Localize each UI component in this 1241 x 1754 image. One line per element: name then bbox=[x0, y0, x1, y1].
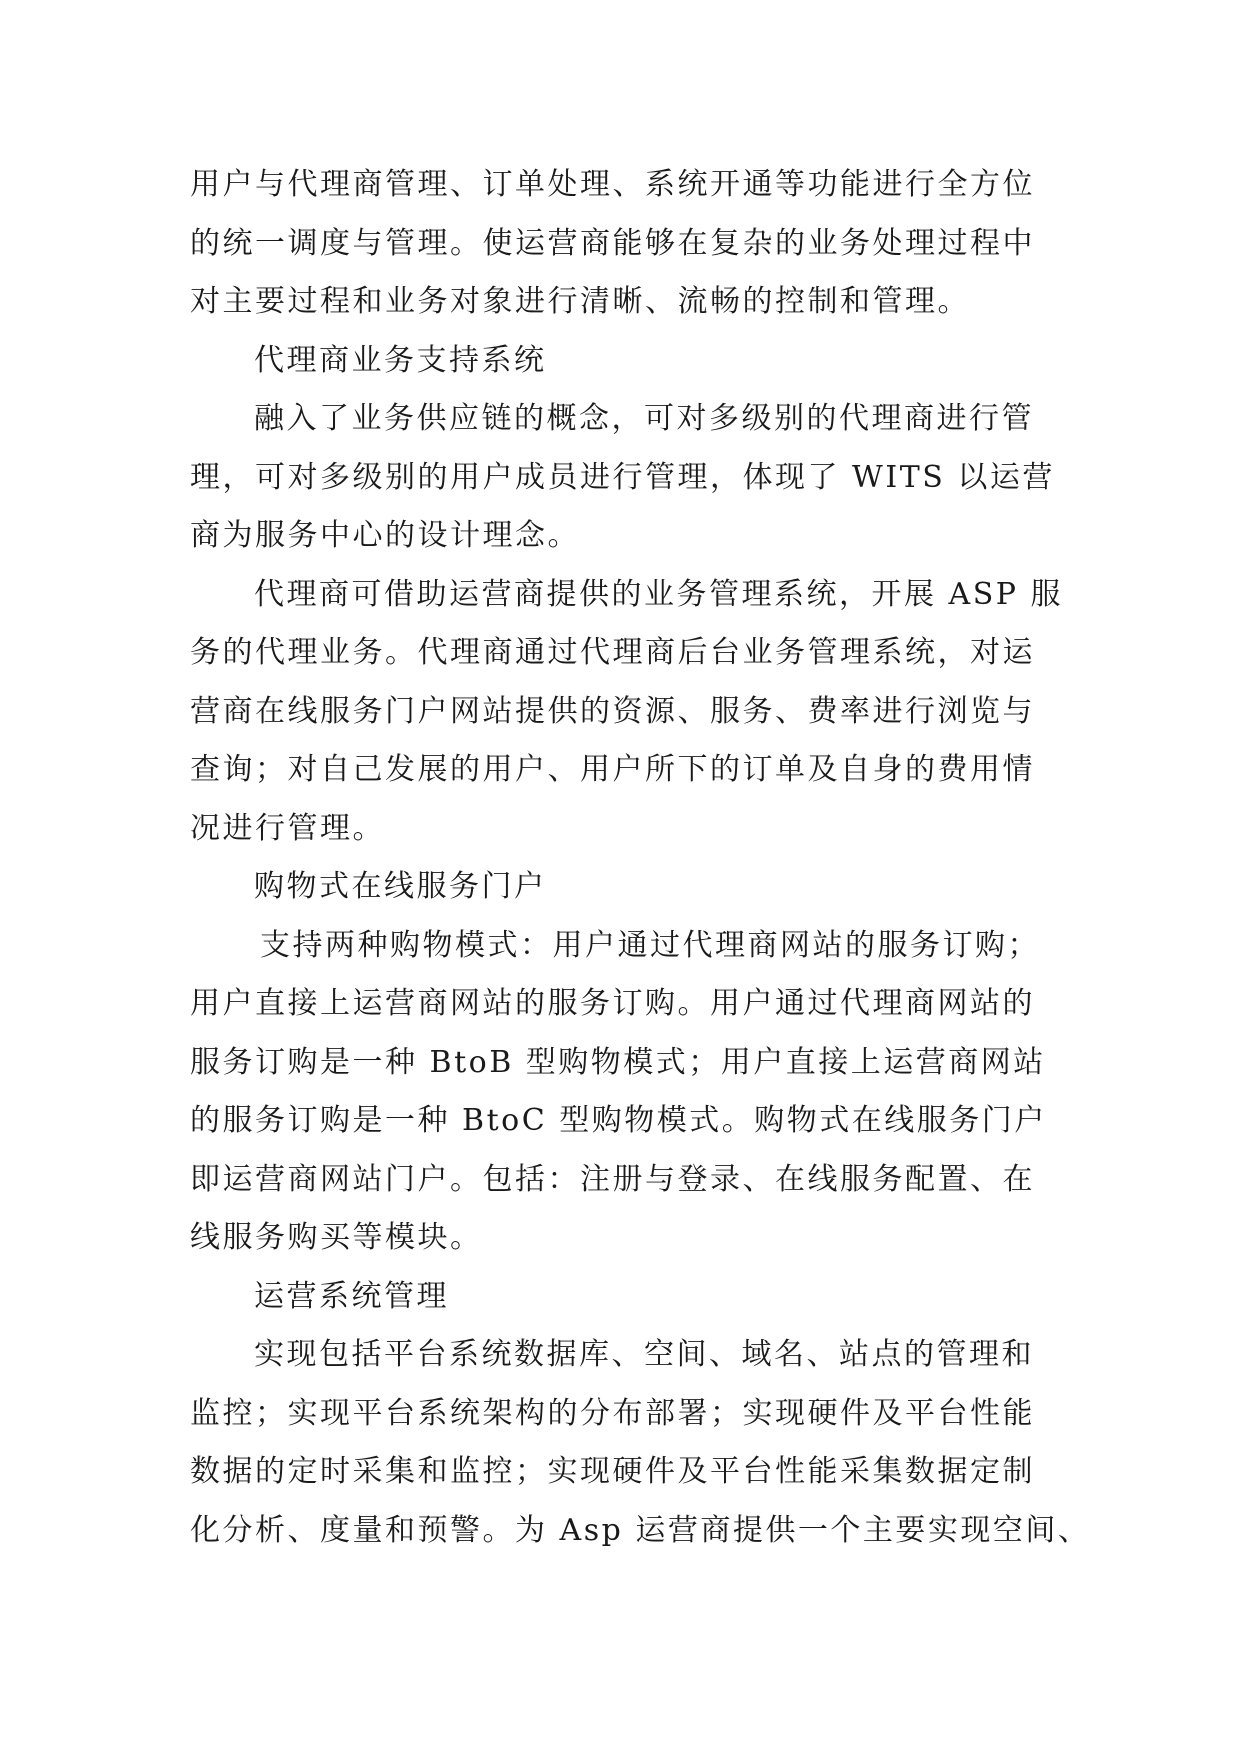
document-body bbox=[190, 156, 1091, 1560]
body-text-line: 融入了业务供应链的概念，可对多级别的代理商进行管 bbox=[254, 401, 1034, 436]
body-text-line: 代理商可借助运营商提供的业务管理系统，开展 ASP 服 bbox=[254, 576, 1063, 612]
section-heading-agent-support: 代理商业务支持系统 bbox=[254, 342, 547, 378]
body-text-line: 况进行管理。 bbox=[190, 810, 385, 846]
body-text-line: 用户与代理商管理、订单处理、系统开通等功能进行全方位 bbox=[190, 167, 1035, 202]
body-text-line: 理，可对多级别的用户成员进行管理，体现了 WITS 以运营 bbox=[190, 459, 1055, 495]
body-text-line: 化分析、度量和预警。为 Asp 运营商提供一个主要实现空间、 bbox=[190, 1512, 1091, 1548]
body-text-line: 务的代理业务。代理商通过代理商后台业务管理系统，对运 bbox=[190, 635, 1035, 670]
body-text-line: 的统一调度与管理。使运营商能够在复杂的业务处理过程中 bbox=[190, 225, 1035, 261]
section-heading-operations-management: 运营系统管理 bbox=[254, 1278, 449, 1314]
body-text-line: 即运营商网站门户。包括：注册与登录、在线服务配置、在 bbox=[190, 1161, 1035, 1197]
body-text-line: 营商在线服务门户网站提供的资源、服务、费率进行浏览与 bbox=[190, 693, 1035, 729]
body-text-line: 线服务购买等模块。 bbox=[190, 1220, 483, 1255]
body-text-line: 用户直接上运营商网站的服务订购。用户通过代理商网站的 bbox=[190, 986, 1035, 1021]
section-heading-shopping-portal: 购物式在线服务门户 bbox=[254, 869, 547, 904]
body-text-line: 的服务订购是一种 BtoC 型购物模式。购物式在线服务门户 bbox=[190, 1103, 1047, 1138]
body-text-line: 支持两种购物模式：用户通过代理商网站的服务订购； bbox=[260, 927, 1040, 963]
body-text-line: 商为服务中心的设计理念。 bbox=[190, 518, 580, 553]
body-text-line: 对主要过程和业务对象进行清晰、流畅的控制和管理。 bbox=[190, 284, 970, 319]
body-text-line: 查询；对自己发展的用户、用户所下的订单及自身的费用情 bbox=[190, 752, 1035, 787]
body-text-line: 实现包括平台系统数据库、空间、域名、站点的管理和 bbox=[254, 1337, 1034, 1372]
body-text-line: 服务订购是一种 BtoB 型购物模式；用户直接上运营商网站 bbox=[190, 1044, 1046, 1080]
body-text-line: 数据的定时采集和监控；实现硬件及平台性能采集数据定制 bbox=[190, 1454, 1035, 1489]
body-text-line: 监控；实现平台系统架构的分布部署；实现硬件及平台性能 bbox=[190, 1395, 1035, 1431]
